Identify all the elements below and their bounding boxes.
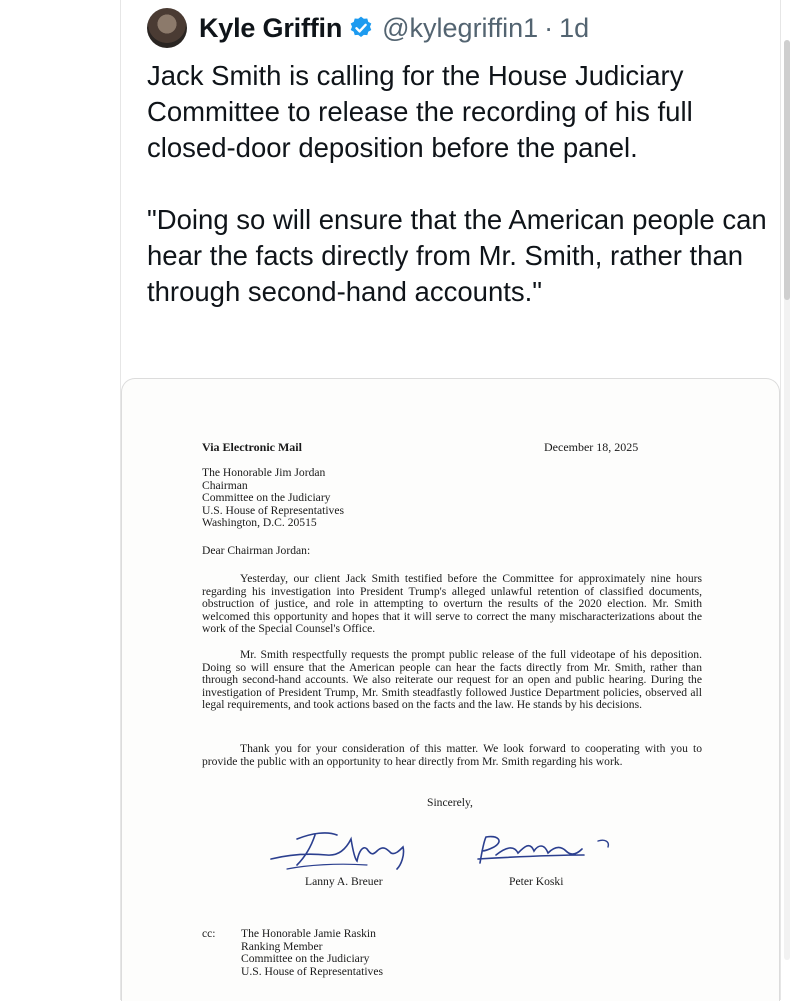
tweet-paragraph-2: "Doing so will ensure that the American people can hear the facts directly from Mr. Smith, rather than through second-hand accounts." xyxy=(147,204,767,307)
address-line: Chairman xyxy=(202,478,248,492)
letter-recipient-address xyxy=(202,467,344,530)
letter-date: December 18, 2025 xyxy=(544,440,639,454)
tweet-paragraph-1: Jack Smith is calling for the House Judiciary Committee to release the recording of his full closed-door deposition before the panel. xyxy=(147,60,693,163)
scrollbar-thumb[interactable] xyxy=(784,40,790,300)
cc-line: Committee on the Judiciary xyxy=(241,952,370,966)
letter-paragraph-1: Yesterday, our client Jack Smith testified before the Committee for approximately nine hours regarding his investigation into President Trump's alleged unlawful retention of classified documents, obstruction of justice, and role in attempting to overturn the results of the 2020 election. Mr. Smith welcomed this opportunity and hopes that it will serve to correct the many mischaracterizations about the work of the Special Counsel's Office. xyxy=(202,572,702,636)
author-display-name[interactable]: Kyle Griffin xyxy=(199,12,343,43)
letter-via-line: Via Electronic Mail xyxy=(202,440,302,454)
cc-recipients xyxy=(241,928,383,978)
attached-letter-image[interactable] xyxy=(121,378,780,1001)
cc-line: Ranking Member xyxy=(241,939,323,953)
address-line: The Honorable Jim Jordan xyxy=(202,466,326,479)
signer-name-1: Lanny A. Breuer xyxy=(305,875,383,888)
tweet-header xyxy=(147,8,589,48)
letter-paragraph-3: Thank you for your consideration of this matter. We look forward to cooperating with you to provide the public with an opportunity to hear directly from Mr. Smith regarding his work. xyxy=(202,742,702,768)
letter-closing: Sincerely, xyxy=(427,796,473,809)
cc-line: U.S. House of Representatives xyxy=(241,964,383,978)
address-line: Washington, D.C. 20515 xyxy=(202,516,317,530)
address-line: U.S. House of Representatives xyxy=(202,503,344,517)
separator-dot: · xyxy=(544,12,554,43)
letter-paragraph-2: Mr. Smith respectfully requests the prompt public release of the full videotape of his deposition. Doing so will ensure that the American people can hear the facts directly from Mr. Smith, rather than through second-hand accounts. We also reiterate our request for an open and public hearing. During the investigation of President Trump, Mr. Smith steadfastly followed Justice Department policies, observed all legal requirements, and took actions based on the facts and the law. He stands by his decisions. xyxy=(202,648,702,712)
signature-koski-icon xyxy=(472,831,622,871)
avatar[interactable] xyxy=(147,8,187,48)
tweet[interactable] xyxy=(121,0,779,1000)
signer-name-2: Peter Koski xyxy=(509,875,564,888)
verified-badge-icon xyxy=(348,15,374,41)
letter-salutation: Dear Chairman Jordan: xyxy=(202,544,311,557)
signature-breuer-icon xyxy=(267,825,417,875)
cc-label: cc: xyxy=(202,927,216,940)
author-handle[interactable]: @kylegriffin1 xyxy=(382,12,539,43)
left-column xyxy=(0,0,121,1000)
tweet-timestamp[interactable]: 1d xyxy=(559,12,590,43)
address-line: Committee on the Judiciary xyxy=(202,491,331,505)
tweet-text xyxy=(147,58,767,310)
cc-line: The Honorable Jamie Raskin xyxy=(241,927,376,940)
